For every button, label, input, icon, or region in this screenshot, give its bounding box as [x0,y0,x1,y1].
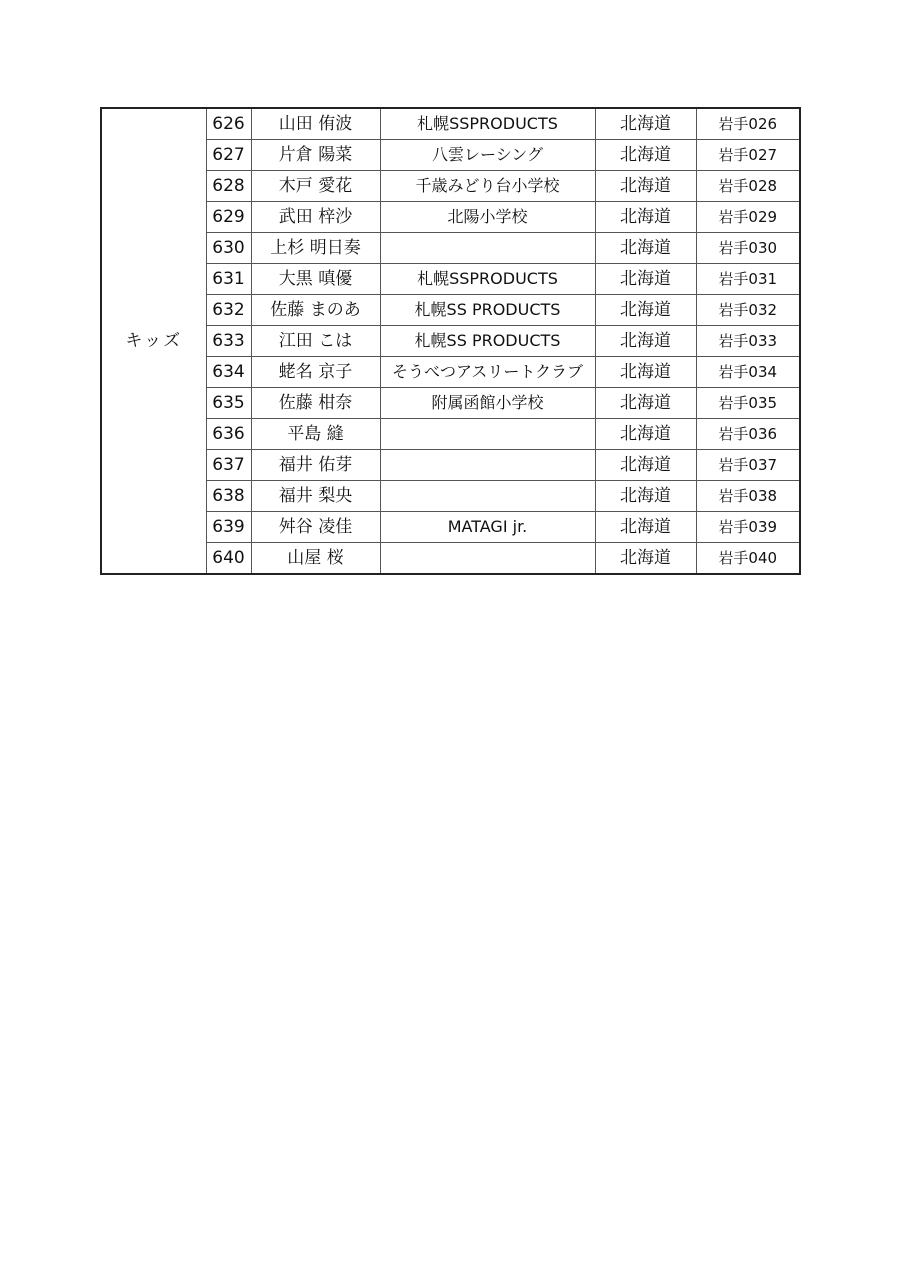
entry-list-body [101,108,800,574]
entry-number: 636 [206,419,251,450]
team-name: 北陽小学校 [380,202,595,233]
race-number: 岩手031 [696,264,800,295]
team-name [380,233,595,264]
team-name: 札幌SS PRODUCTS [380,326,595,357]
entry-number: 632 [206,295,251,326]
team-name [380,543,595,575]
athlete-name: 佐藤 柑奈 [251,388,380,419]
athlete-name: 山屋 桜 [251,543,380,575]
entry-number: 637 [206,450,251,481]
athlete-name: 福井 佑芽 [251,450,380,481]
region: 北海道 [595,419,696,450]
region: 北海道 [595,388,696,419]
entry-list-table [100,107,801,575]
table-row [101,419,800,450]
team-name: 千歳みどり台小学校 [380,171,595,202]
entry-number: 633 [206,326,251,357]
race-number: 岩手038 [696,481,800,512]
entry-number: 640 [206,543,251,575]
athlete-name: 山田 侑波 [251,108,380,140]
entry-number: 634 [206,357,251,388]
athlete-name: 平島 縫 [251,419,380,450]
entry-number: 626 [206,108,251,140]
team-name: 札幌SS PRODUCTS [380,295,595,326]
team-name: 附属函館小学校 [380,388,595,419]
race-number: 岩手036 [696,419,800,450]
athlete-name: 片倉 陽菜 [251,140,380,171]
table-row [101,233,800,264]
entry-number: 639 [206,512,251,543]
race-number: 岩手029 [696,202,800,233]
entry-number: 627 [206,140,251,171]
region: 北海道 [595,171,696,202]
race-number: 岩手040 [696,543,800,575]
region: 北海道 [595,202,696,233]
table-row [101,512,800,543]
athlete-name: 大黒 嗔優 [251,264,380,295]
table-row [101,450,800,481]
athlete-name: 舛谷 凌佳 [251,512,380,543]
region: 北海道 [595,233,696,264]
team-name: 札幌SSPRODUCTS [380,264,595,295]
race-number: 岩手032 [696,295,800,326]
region: 北海道 [595,450,696,481]
race-number: 岩手035 [696,388,800,419]
entry-number: 628 [206,171,251,202]
team-name: 札幌SSPRODUCTS [380,108,595,140]
category-cell: キッズ [101,108,206,574]
region: 北海道 [595,264,696,295]
race-number: 岩手028 [696,171,800,202]
race-number: 岩手030 [696,233,800,264]
table-row [101,543,800,575]
team-name [380,450,595,481]
race-number: 岩手027 [696,140,800,171]
athlete-name: 福井 梨央 [251,481,380,512]
entry-number: 630 [206,233,251,264]
race-number: 岩手026 [696,108,800,140]
team-name [380,481,595,512]
region: 北海道 [595,481,696,512]
race-number: 岩手037 [696,450,800,481]
region: 北海道 [595,326,696,357]
race-number: 岩手033 [696,326,800,357]
team-name: MATAGI jr. [380,512,595,543]
table-row [101,326,800,357]
table-row [101,108,800,140]
region: 北海道 [595,512,696,543]
entry-number: 631 [206,264,251,295]
table-row [101,357,800,388]
table-row [101,140,800,171]
table-row [101,202,800,233]
table-row [101,264,800,295]
athlete-name: 木戸 愛花 [251,171,380,202]
athlete-name: 武田 梓沙 [251,202,380,233]
region: 北海道 [595,140,696,171]
entry-number: 638 [206,481,251,512]
table-row [101,171,800,202]
table-row [101,481,800,512]
team-name: そうべつアスリートクラブ [380,357,595,388]
table-row [101,295,800,326]
athlete-name: 上杉 明日奏 [251,233,380,264]
team-name [380,419,595,450]
region: 北海道 [595,295,696,326]
entry-number: 635 [206,388,251,419]
team-name: 八雲レーシング [380,140,595,171]
athlete-name: 佐藤 まのあ [251,295,380,326]
athlete-name: 江田 こは [251,326,380,357]
region: 北海道 [595,357,696,388]
entry-number: 629 [206,202,251,233]
athlete-name: 蛯名 京子 [251,357,380,388]
race-number: 岩手039 [696,512,800,543]
race-number: 岩手034 [696,357,800,388]
region: 北海道 [595,108,696,140]
region: 北海道 [595,543,696,575]
table-row [101,388,800,419]
